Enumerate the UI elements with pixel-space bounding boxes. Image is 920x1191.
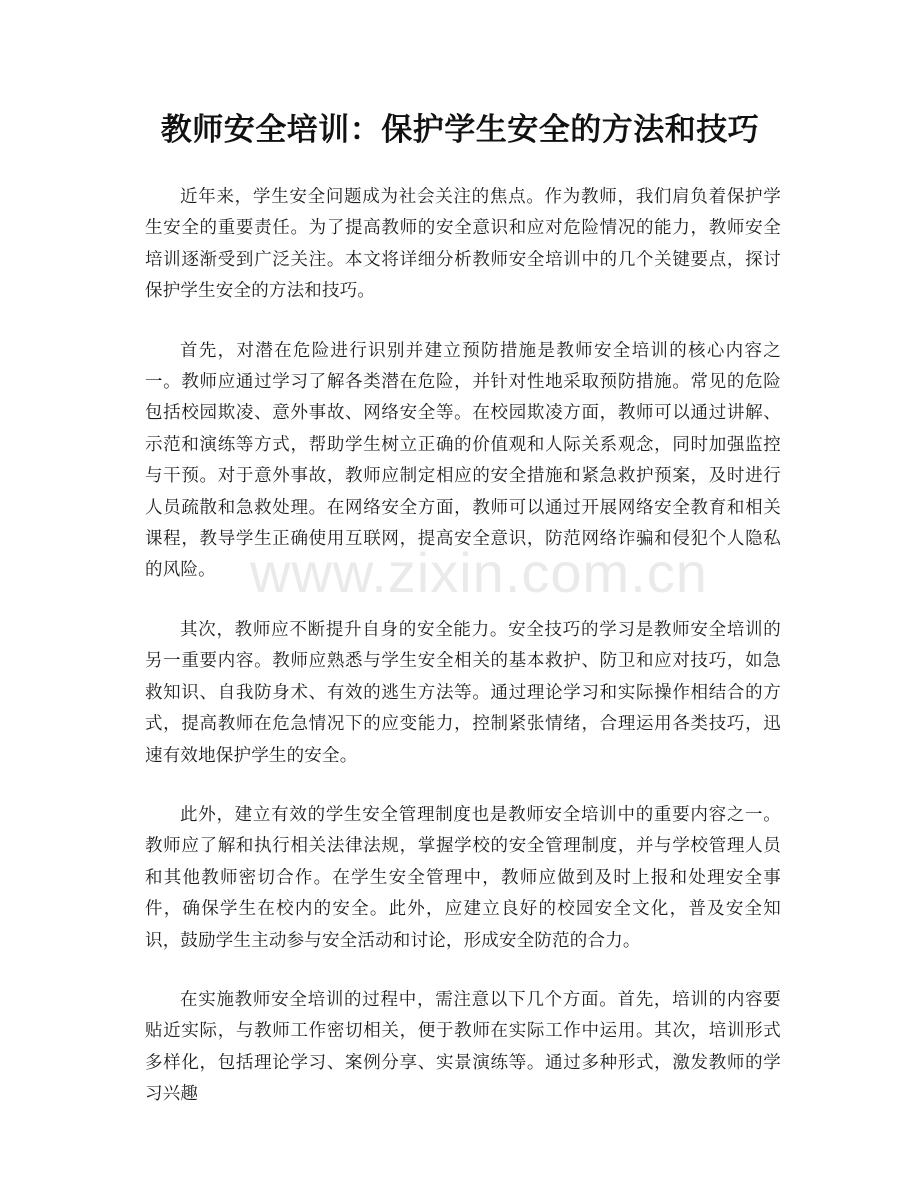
- document-title: 教师安全培训：保护学生安全的方法和技巧: [160, 112, 760, 148]
- paragraph-safety-skills: 其次，教师应不断提升自身的安全能力。安全技巧的学习是教师安全培训的另一重要内容。教师应熟悉与学生安全相关的基本救护、防卫和应对技巧，如急救知识、自我防身术、有效的逃生方法等。通过理论学习和实际操作相结合的方式，提高教师在危急情况下的应变能力，控制紧张情绪，合理运用各类技巧，迅速有效地保护学生的安全。: [145, 619, 781, 766]
- paragraph-intro: 近年来，学生安全问题成为社会关注的焦点。作为教师，我们肩负着保护学生安全的重要责任。为了提高教师的安全意识和应对危险情况的能力，教师安全培训逐渐受到广泛关注。本文将详细分析教师安全培训中的几个关键要点，探讨保护学生安全的方法和技巧。: [145, 187, 781, 302]
- document-body: [145, 182, 781, 1139]
- paragraph-management-system: 此外，建立有效的学生安全管理制度也是教师安全培训中的重要内容之一。教师应了解和执行相关法律法规，掌握学校的安全管理制度，并与学校管理人员和其他教师密切合作。在学生安全管理中，教师应做到及时上报和处理安全事件，确保学生在校内的安全。此外，应建立良好的校园安全文化，普及安全知识，鼓励学生主动参与安全活动和讨论，形成安全防范的合力。: [145, 804, 781, 951]
- paragraph-hazard-prevention: 首先，对潜在危险进行识别并建立预防措施是教师安全培训的核心内容之一。教师应通过学习了解各类潜在危险，并针对性地采取预防措施。常见的危险包括校园欺凌、意外事故、网络安全等。在校园欺凌方面，教师可以通过讲解、示范和演练等方式，帮助学生树立正确的价值观和人际关系观念，同时加强监控与干预。对于意外事故，教师应制定相应的安全措施和紧急救护预案，及时进行人员疏散和急救处理。在网络安全方面，教师可以通过开展网络安全教育和相关课程，教导学生正确使用互联网，提高安全意识，防范网络诈骗和侵犯个人隐私的风险。: [145, 340, 781, 581]
- paragraph-implementation: 在实施教师安全培训的过程中，需注意以下几个方面。首先，培训的内容要贴近实际，与教师工作密切相关，便于教师在实际工作中运用。其次，培训形式多样化，包括理论学习、案例分享、实景演练等。通过多种形式，激发教师的学习兴趣: [145, 989, 781, 1105]
- watermark: www.zixin.com.cn: [250, 541, 708, 604]
